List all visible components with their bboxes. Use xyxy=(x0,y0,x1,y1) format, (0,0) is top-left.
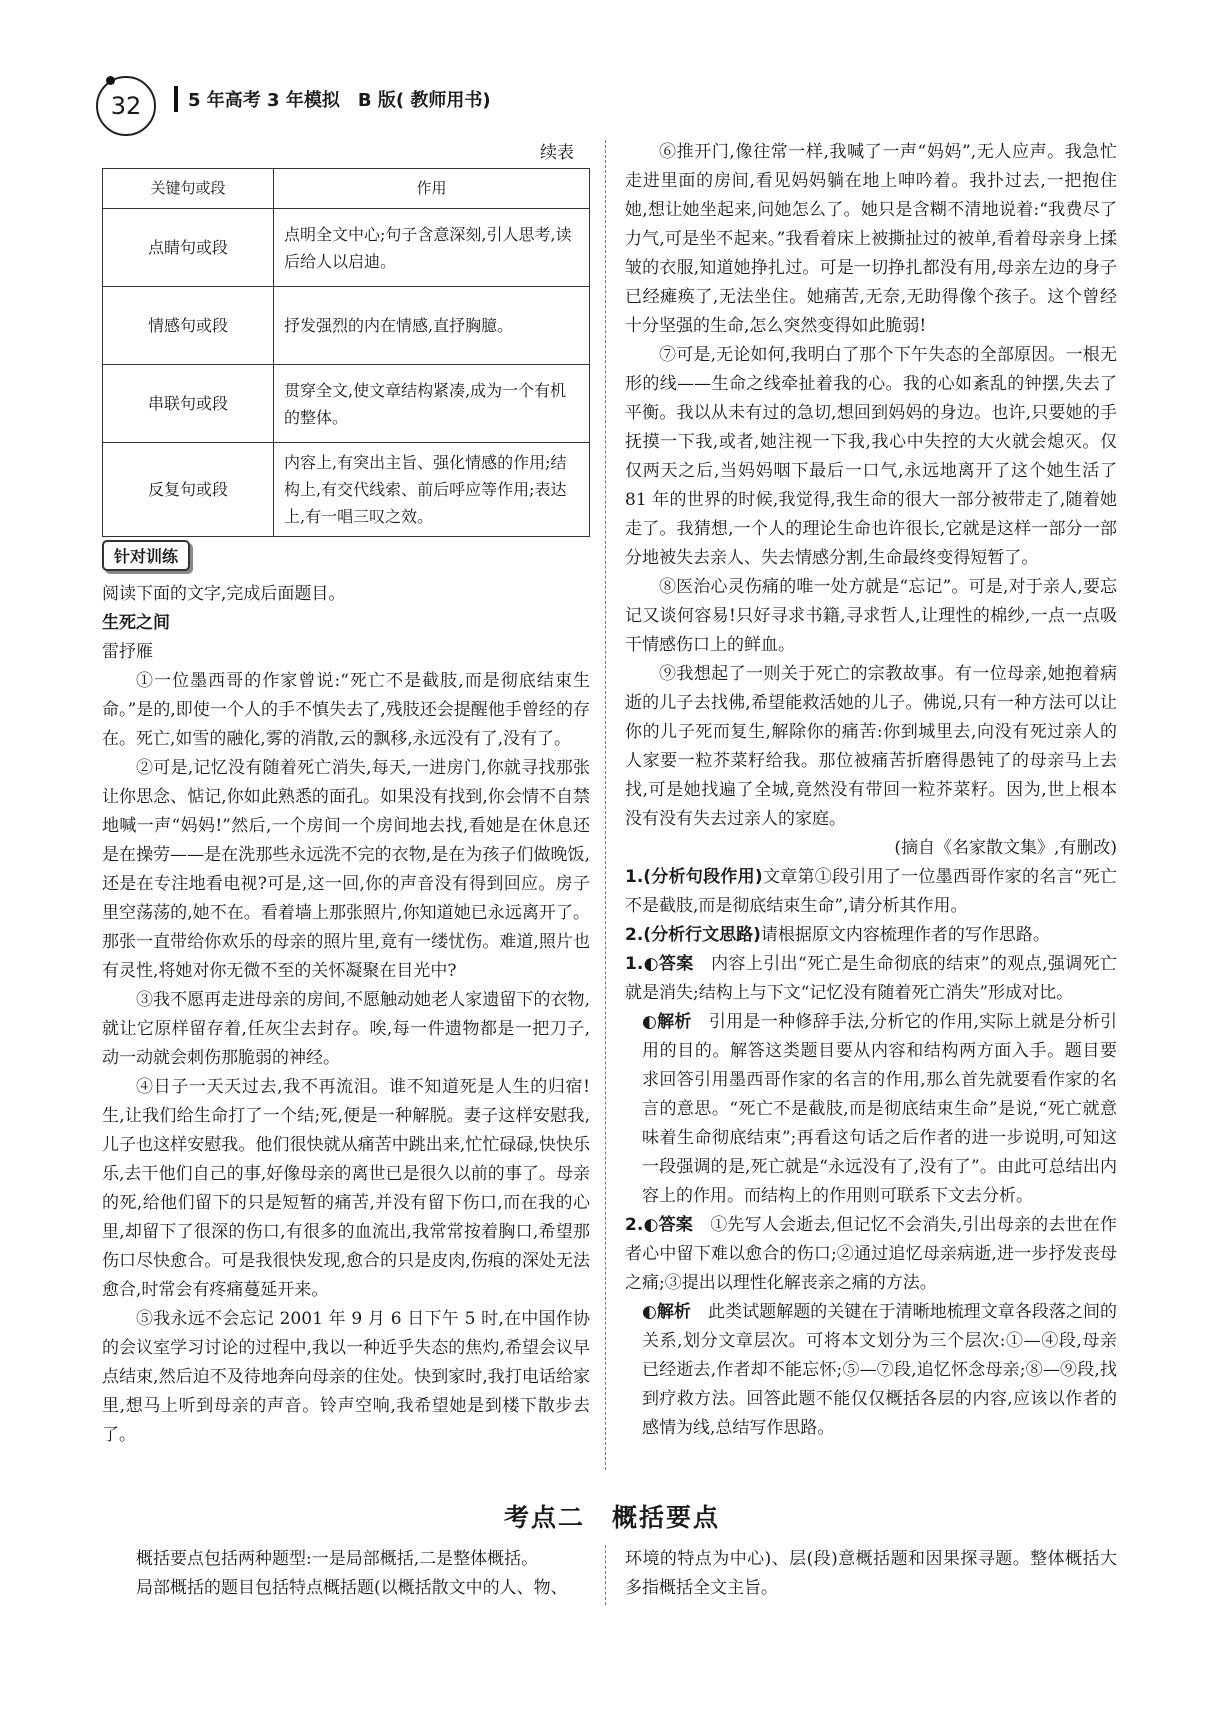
section-text: 概括要点包括两种题型:一是局部概括,二是整体概括。 xyxy=(136,1549,539,1569)
table-cell: 反复句或段 xyxy=(103,443,274,537)
table-header: 关键句或段 xyxy=(103,169,274,209)
section-right xyxy=(625,1545,1117,1603)
table-cell: 抒发强烈的内在情感,直抒胸臆。 xyxy=(274,287,590,365)
section-divider xyxy=(605,1545,606,1605)
column-divider xyxy=(605,140,606,1470)
answer-number: 1. xyxy=(625,954,644,974)
article-title: 生死之间 xyxy=(102,613,170,633)
section-text: 局部概括的题目包括特点概括题(以概括散文中的人、物、 xyxy=(136,1578,568,1598)
training-badge: 针对训练 xyxy=(102,540,190,571)
section-text: 环境的特点为中心)、层(段)意概括题和因果探寻题。整体概括大多指概括全文主旨。 xyxy=(625,1549,1117,1598)
left-column xyxy=(102,580,590,1450)
question-number: 1. xyxy=(625,867,644,887)
table-cell: 点明全文中心;句子含意深刻,引人思考,读后给人以启迪。 xyxy=(274,209,590,287)
answer-icon: ◐ xyxy=(643,954,659,974)
paragraph: ②可是,记忆没有随着死亡消失,每天,一进房门,你就寻找那张让你思念、惦记,你如此熟悉的面孔。如果没有找到,你会情不自禁地喊一声“妈妈!”然后,一个房间一个房间地去找,看她是在休息还是在操劳——是在洗那些永远洗不完的衣物,是在为孩子们做晚饭,还是在专注地看电视?可是,这一回,你的声音没有得到回应。房子里空荡荡的,她不在。看着墙上那张照片,你知道她已永远离开了。那张一直带给你欢乐的母亲的照片里,竟有一缕忧伤。难道,照片也有灵性,将她对你无微不至的关怀凝聚在目光中? xyxy=(102,758,590,981)
analysis-icon: ◐ xyxy=(642,1012,658,1032)
paragraph: ⑤我永远不会忘记 2001 年 9 月 6 日下午 5 时,在中国作协的会议室学习讨论的过程中,我以一种近乎失态的焦灼,希望会议早点结束,然后迫不及待地奔向母亲的住处。快到家时,我打电话给家里,想马上听到母亲的声音。铃声空响,我希望她是到楼下散步去了。 xyxy=(102,1309,590,1445)
book-title: 5 年高考 3 年模拟 B 版( 教师用书) xyxy=(188,90,491,111)
table-cell: 串联句或段 xyxy=(103,365,274,443)
paragraph: ⑥推开门,像往常一样,我喊了一声“妈妈”,无人应声。我急忙走进里面的房间,看见妈妈躺在地上呻吟着。我扑过去,一把抱住她,想让她坐起来,问她怎么了。她只是含糊不清地说着:“我费尽了力气,可是坐不起来。”我看着床上被撕扯过的被单,看着母亲身上揉皱的衣服,知道她挣扎过。可是一切挣扎都没有用,母亲左边的身子已经瘫痪了,无法坐住。她痛苦,无奈,无助得像个孩子。这个曾经十分坚强的生命,怎么突然变得如此脆弱! xyxy=(625,142,1117,336)
answer-2 xyxy=(625,1211,1117,1298)
answer-icon: ◐ xyxy=(643,1215,659,1235)
question-1 xyxy=(625,863,1117,921)
table-continued-label: 续表 xyxy=(540,143,574,163)
source-note: (摘自《名家散文集》,有删改) xyxy=(894,838,1117,858)
table-cell: 贯穿全文,使文章结构紧凑,成为一个有机的整体。 xyxy=(274,365,590,443)
question-2 xyxy=(625,921,1117,950)
paragraph: ④日子一天天过去,我不再流泪。谁不知道死是人生的归宿!生,让我们给生命打了一个结;死,便是一种解脱。妻子这样安慰我,儿子也这样安慰我。他们很快就从痛苦中跳出来,忙忙碌碌,快快乐乐,去干他们自己的事,好像母亲的离世已是很久以前的事了。母亲的死,给他们留下的只是短暂的痛苦,并没有留下伤口,而在我的心里,却留下了很深的伤口,有很多的血流出,我常常按着胸口,希望那伤口尽快愈合。可是我很快发现,愈合的只是皮肉,伤痕的深处无法愈合,时常会有疼痛蔓延开来。 xyxy=(102,1077,590,1300)
table-cell: 内容上,有突出主旨、强化情感的作用;结构上,有交代线索、前后呼应等作用;表达上,有一唱三叹之效。 xyxy=(274,443,590,537)
answer-text: 内容上引出“死亡是生命彻底的结束”的观点,强调死亡就是消失;结构上与下文“记忆没有随着死亡消失”形成对比。 xyxy=(625,954,1118,1003)
analysis-text: 引用是一种修辞手法,分析它的作用,实际上就是分析引用的目的。解答这类题目要从内容和结构两方面入手。题目要求回答引用墨西哥作家的名言的作用,那么首先就要看作家的名言的意思。“死亡不是截肢,而是彻底结束生命”是说,“死亡就意味着生命彻底结束”;再看这句话之后作者的进一步说明,可知这一段强调的是,死亡就是“永远没有了,没有了”。由此可总结出内容上的作用。而结构上的作用则可联系下文去分析。 xyxy=(642,1012,1118,1206)
paragraph: ⑦可是,无论如何,我明白了那个下午失态的全部原因。一根无形的线——生命之线牵扯着我的心。我的心如紊乱的钟摆,失去了平衡。我以从未有过的急切,想回到妈妈的身边。也许,只要她的手抚摸一下我,或者,她注视一下我,我心中失控的大火就会熄灭。仅仅两天之后,当妈妈咽下最后一口气,永远地离开了这个她生活了 81 年的世界的时候,我觉得,我生命的很大一部分被带走了,随着她走了。我猜想,一个人的理论生命也许很长,它就是这样一部分一部分地被失去亲人、失去情感分割,生命最终变得短暂了。 xyxy=(625,345,1117,568)
analysis-text: 此类试题解题的关键在于清晰地梳理文章各段落之间的关系,划分文章层次。可将本文划分为三个层次:①—④段,母亲已经逝去,作者却不能忘怀;⑤—⑦段,追忆怀念母亲;⑧—⑨段,找到疗救方法。回答此题不能仅仅概括各层的内容,应该以作者的感情为线,总结写作思路。 xyxy=(642,1302,1118,1438)
table-cell: 点睛句或段 xyxy=(103,209,274,287)
answer-1 xyxy=(625,950,1117,1008)
question-number: 2. xyxy=(625,925,644,945)
page-number: 32 xyxy=(96,76,156,136)
question-tag: (分析句段作用) xyxy=(643,867,763,887)
analysis-1 xyxy=(625,1008,1117,1211)
question-tag: (分析行文思路) xyxy=(643,925,761,945)
article-author: 雷抒雁 xyxy=(102,642,153,662)
analysis-icon: ◐ xyxy=(642,1302,657,1322)
answer-number: 2. xyxy=(625,1215,644,1235)
answer-label: 答案 xyxy=(658,954,694,974)
paragraph: ⑨我想起了一则关于死亡的宗教故事。有一位母亲,她抱着病逝的儿子去找佛,希望能救活她的儿子。佛说,只有一种方法可以让你的儿子死而复生,解除你的痛苦:你到城里去,向没有死过亲人的人家要一粒芥菜籽给我。那位被痛苦折磨得愚钝了的母亲马上去找,可是她找遍了全城,竟然没有带回一粒芥菜籽。因为,世上根本没有没有失去过亲人的家庭。 xyxy=(625,664,1117,829)
paragraph: ①一位墨西哥的作家曾说:“死亡不是截肢,而是彻底结束生命。”是的,即使一个人的手不慎失去了,残肢还会提醒他手曾经的存在。死亡,如雪的融化,雾的消散,云的飘移,永远没有了,没有了。 xyxy=(102,671,590,749)
section-left xyxy=(102,1545,590,1603)
analysis-2 xyxy=(625,1298,1117,1443)
question-text: 请根据原文内容梳理作者的写作思路。 xyxy=(760,925,1050,945)
question-text: 文章第①段引用了一位墨西哥作家的名言“死亡不是截肢,而是彻底结束生命”,请分析其作用。 xyxy=(625,867,1117,916)
answer-text: ①先写人会逝去,但记忆不会消失,引出母亲的去世在作者心中留下难以愈合的伤口;②通过追忆母亲病逝,进一步抒发丧母之痛;③提出以理性化解丧亲之痛的方法。 xyxy=(625,1215,1118,1293)
header-bar xyxy=(174,86,178,112)
paragraph: ③我不愿再走进母亲的房间,不愿触动她老人家遗留下的衣物,就让它原样留存着,任灰尘去封存。唉,每一件遗物都是一把刀子,动一动就会刺伤那脆弱的神经。 xyxy=(102,990,590,1068)
analysis-label: 解析 xyxy=(656,1302,691,1322)
decor-dot xyxy=(106,76,115,85)
section-title: 考点二 概括要点 xyxy=(503,1503,720,1532)
key-sentence-table xyxy=(102,168,590,537)
paragraph: ⑧医治心灵伤痛的唯一处方就是“忘记”。可是,对于亲人,要忘记又谈何容易!只好寻求书籍,寻求哲人,让理性的棉纱,一点一点吸干情感伤口上的鲜血。 xyxy=(625,577,1117,655)
analysis-label: 解析 xyxy=(657,1012,692,1032)
table-header: 作用 xyxy=(274,169,590,209)
table-cell: 情感句或段 xyxy=(103,287,274,365)
right-column xyxy=(625,138,1117,1443)
answer-label: 答案 xyxy=(658,1215,693,1235)
intro-text: 阅读下面的文字,完成后面题目。 xyxy=(102,584,346,604)
